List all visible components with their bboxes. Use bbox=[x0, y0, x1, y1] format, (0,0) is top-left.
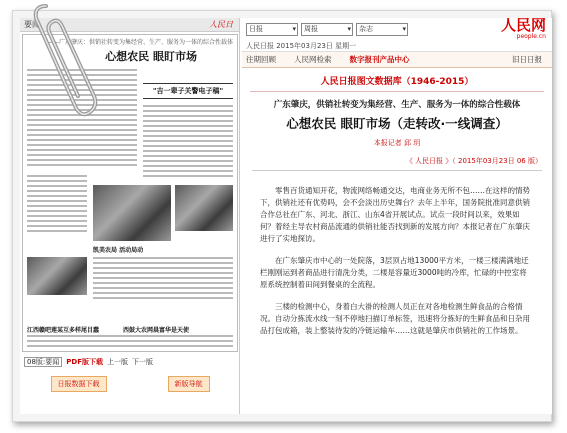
people-logo[interactable] bbox=[501, 18, 546, 40]
article-header bbox=[242, 68, 552, 148]
newspaper-page-title: 心想农民 眼盯市场 bbox=[105, 50, 197, 63]
next-page-link[interactable]: 下一版 bbox=[132, 358, 153, 366]
newspaper-buttons bbox=[20, 376, 240, 392]
newspaper-caption: 西鼓大农网晨富华是天使 bbox=[123, 327, 190, 334]
newspaper-controls bbox=[24, 356, 238, 368]
pdf-download-link[interactable]: PDF版下载 bbox=[66, 358, 103, 366]
date-bar: 人民日报 2015年03月23日 星期一 bbox=[242, 40, 552, 52]
paperclip-icon bbox=[24, 0, 104, 120]
article-pane bbox=[242, 18, 552, 414]
select-daily[interactable]: 日报 ▾ bbox=[246, 23, 298, 36]
download-button[interactable]: 日报数据下载 bbox=[51, 376, 107, 392]
logo-text: 人民网 bbox=[500, 18, 546, 34]
page-select[interactable]: 08版:要闻 bbox=[24, 357, 62, 367]
newspaper-caption: 江西赣吧莲某互多样尾目蠢 bbox=[27, 327, 100, 334]
new-version-button[interactable]: 新版导航 bbox=[168, 376, 210, 392]
newspaper-quote-title: "吉一辈子关警电子稿" bbox=[143, 83, 233, 99]
select-weekly[interactable]: 周报 ▾ bbox=[301, 23, 353, 36]
article-byline: 本报记者 邱 玥 bbox=[373, 139, 421, 147]
article-body bbox=[242, 171, 552, 337]
nav-old-daily[interactable]: 旧日日报 bbox=[512, 55, 542, 64]
newspaper-caption: 凯美农局 活动局动 bbox=[93, 247, 144, 254]
article-paragraph: 在广东肇庆市中心的一处院落，3层顶占地13000平方米，一楼三楼满满地迁栏刚刚运到者商品进行清洗分类，二楼是容量近3000吨的冷库，忙碌的中控室将原系统控制着田间到餐桌的全流程。 bbox=[260, 256, 529, 289]
article-source: 《 人民日报 》（ 2015年03月23日 06 版） bbox=[405, 157, 542, 165]
nav-past-issues[interactable]: 往期回顾 bbox=[246, 55, 276, 64]
text-block bbox=[27, 335, 233, 350]
article-paragraph: 零售百货通知开花，物流网络畅通交达，电商业务无所不包……在这样的情势下，供销社还有优势吗，会不会淡出历史舞台？去年上半年，国务院批准同意供销合作总社在广东、河北、浙江、山东4省开展试点。试点一段时间以来，效果如何？着经主导农村商品流通的供销社能否找到新的发展方向？本报记者在广东肇庆进行了实地探访。 bbox=[260, 186, 530, 243]
news-photo bbox=[27, 257, 87, 295]
article-headline: 心想农民 眼盯市场（走转改·一线调查） bbox=[286, 116, 508, 131]
newspaper-section: 要闻 bbox=[24, 20, 40, 29]
logo-subtext: people.cn bbox=[516, 33, 546, 40]
nav-digital-center[interactable]: 数字报刊产品中心 bbox=[349, 55, 410, 64]
text-block bbox=[27, 175, 87, 235]
news-photo bbox=[93, 185, 171, 241]
prev-page-link[interactable]: 上一版 bbox=[107, 358, 128, 366]
nav-search[interactable]: 人民网检索 bbox=[294, 55, 332, 64]
select-magazine[interactable]: 杂志 ▾ bbox=[356, 23, 408, 36]
database-title: 人民日报图文数据库（1946-2015） bbox=[250, 74, 544, 92]
search-bar bbox=[242, 18, 552, 40]
newspaper-logo: 人民日 bbox=[209, 20, 233, 29]
text-block bbox=[143, 105, 233, 180]
article-paragraph: 三楼的检测中心，身着白大褂的检测人员正在对各地检测生鲜食品的合格情况。自动分拣流水线一刻不停地扫描订单标签，迅速将分拣好的生鲜食品和日杂用品打包成箱，装上整装待发的冷链运输车……这就是肇庆市供销社的工作场景。 bbox=[260, 302, 530, 335]
newspaper-subhead: ——广东肇庆：供销社转变为集经营、生产、服务为一体的综合性载体 bbox=[46, 39, 233, 46]
nav-bar bbox=[242, 52, 552, 68]
text-block bbox=[93, 257, 233, 302]
news-photo bbox=[175, 185, 233, 231]
article-kicker: 广东肇庆，供销社转变为集经营、生产、服务为一体的综合性载体 bbox=[273, 100, 521, 110]
